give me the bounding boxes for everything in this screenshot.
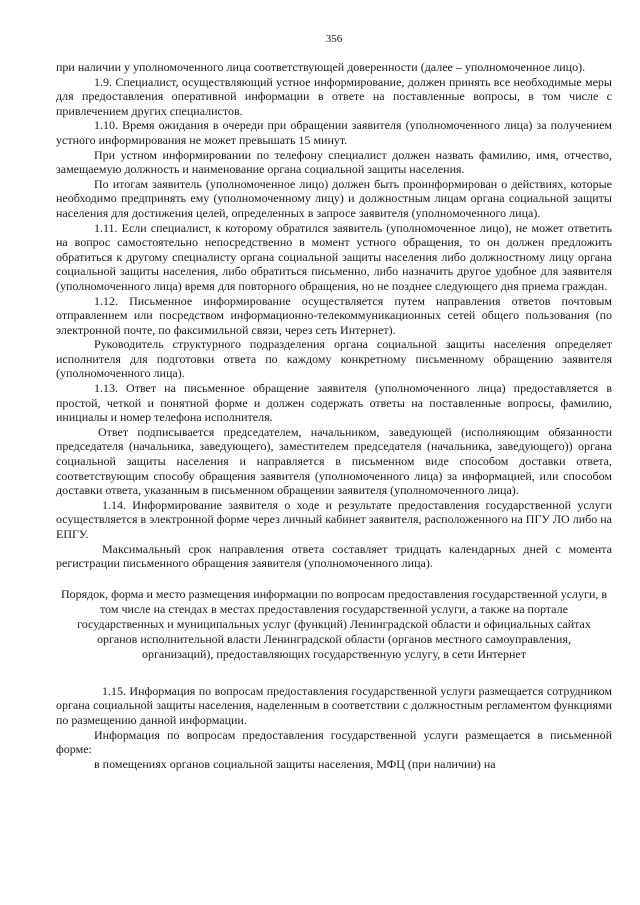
paragraph-1-9: 1.9. Специалист, осуществляющий устное информирование, должен принять все необходимые меры для предоставления оперативной информации в ответе на поставленные вопросы, в том числе с привлечением других специалистов.: [56, 74, 612, 118]
paragraph-1-13: 1.13. Ответ на письменное обращение заявителя (уполномоченного лица) предоставляется в простой, четкой и понятной форме и должен содержать ответы на поставленные вопросы, фамилию, инициалы и номер телефона исполнителя.: [56, 381, 612, 425]
spacer: [56, 571, 612, 587]
paragraph-intro: при наличии у уполномоченного лица соответствующей доверенности (далее – уполномоченное лицо).: [56, 60, 586, 74]
page-number: 356: [325, 33, 343, 45]
spacer: [56, 662, 612, 684]
paragraph-1-12: 1.12. Письменное информирование осуществляется путем направления ответов почтовым отправлением или посредством информационно-телекоммуникационных сетей общего пользования (по электронной почте, по факсимильной связи, через сеть Интернет).: [56, 293, 612, 337]
paragraph-written-form: Информация по вопросам предоставления государственной услуги размещается в письменной форме:: [56, 727, 612, 757]
paragraph-1-11: 1.11. Если специалист, к которому обратился заявитель (уполномоченное лицо), не может ответить на вопрос самостоятельно непосредственно в момент устного обращения, то он должен предложить обратиться к другому специалисту органа социальной защиты населения либо должностному лицу органа социальной защиты населения, либо обратиться письменно, либо назначить другое удобное для заявителя (уполномоченного лица) время для повторного обращения, но не позднее следующего дня приема граждан.: [56, 220, 612, 293]
paragraph-phone-info: При устном информировании по телефону специалист должен назвать фамилию, имя, отчество, замещаемую должность и наименование органа социальной защиты населения.: [56, 147, 612, 177]
paragraph-results: По итогам заявитель (уполномоченное лицо) должен быть проинформирован о действиях, которые необходимо предпринять ему (уполномоченному лицу) и должностным лицам органа социальной защиты населения для достижения целей, определенных в запросе заявителя (уполномоченного лица).: [56, 176, 612, 220]
paragraph-1-14: 1.14. Информирование заявителя о ходе и результате предоставления государственной услуги осуществляется в электронной форме через личный кабинет заявителя, расположенного на ПГУ ЛО либо на ЕПГУ.: [56, 497, 612, 541]
paragraph-head-dept: Руководитель структурного подразделения органа социальной защиты населения определяет исполнителя для подготовки ответа по каждому конкретному письменному обращению заявителя (уполномоченного лица).: [56, 337, 612, 381]
section-heading: Порядок, форма и место размещения информации по вопросам предоставления государственной услуги, в том числе на стендах в местах предоставления государственной услуги, а также на портале государственных и муниципальных услуг (функций) Ленинградской области и официальных сайтах органов исполнительной власти Ленинградской области (органов местного самоуправления, организаций), предоставляющих государственную услугу, в сети Интернет: [60, 586, 608, 661]
paragraph-premises: в помещениях органов социальной защиты населения, МФЦ (при наличии) на: [94, 756, 496, 771]
document-page: [56, 33, 612, 771]
paragraph-max-term: Максимальный срок направления ответа составляет тридцать календарных дней с момента регистрации письменного обращения заявителя (уполномоченного лица).: [56, 541, 612, 571]
paragraph-answer-signed: Ответ подписывается председателем, начальником, заведующей (исполняющим обязанности председателя (начальника, заведующего), заместителем председателя (начальника, заведующего)) органа социальной защиты населения и направляется в письменном виде способом доставки ответа, соответствующим способу обращения заявителя (уполномоченного лица) за информацией, или способом доставки ответа, указанным в письменном обращении заявителя (уполномоченного лица).: [56, 424, 612, 498]
paragraph-1-10: 1.10. Время ожидания в очереди при обращении заявителя (уполномоченного лица) за получением устного информирования не может превышать 15 минут.: [56, 118, 612, 147]
paragraph-1-15: 1.15. Информация по вопросам предоставления государственной услуги размещается сотрудником органа социальной защиты населения, наделенным в соответствии с должностным регламентом функциями по размещению данной информации.: [56, 683, 612, 727]
